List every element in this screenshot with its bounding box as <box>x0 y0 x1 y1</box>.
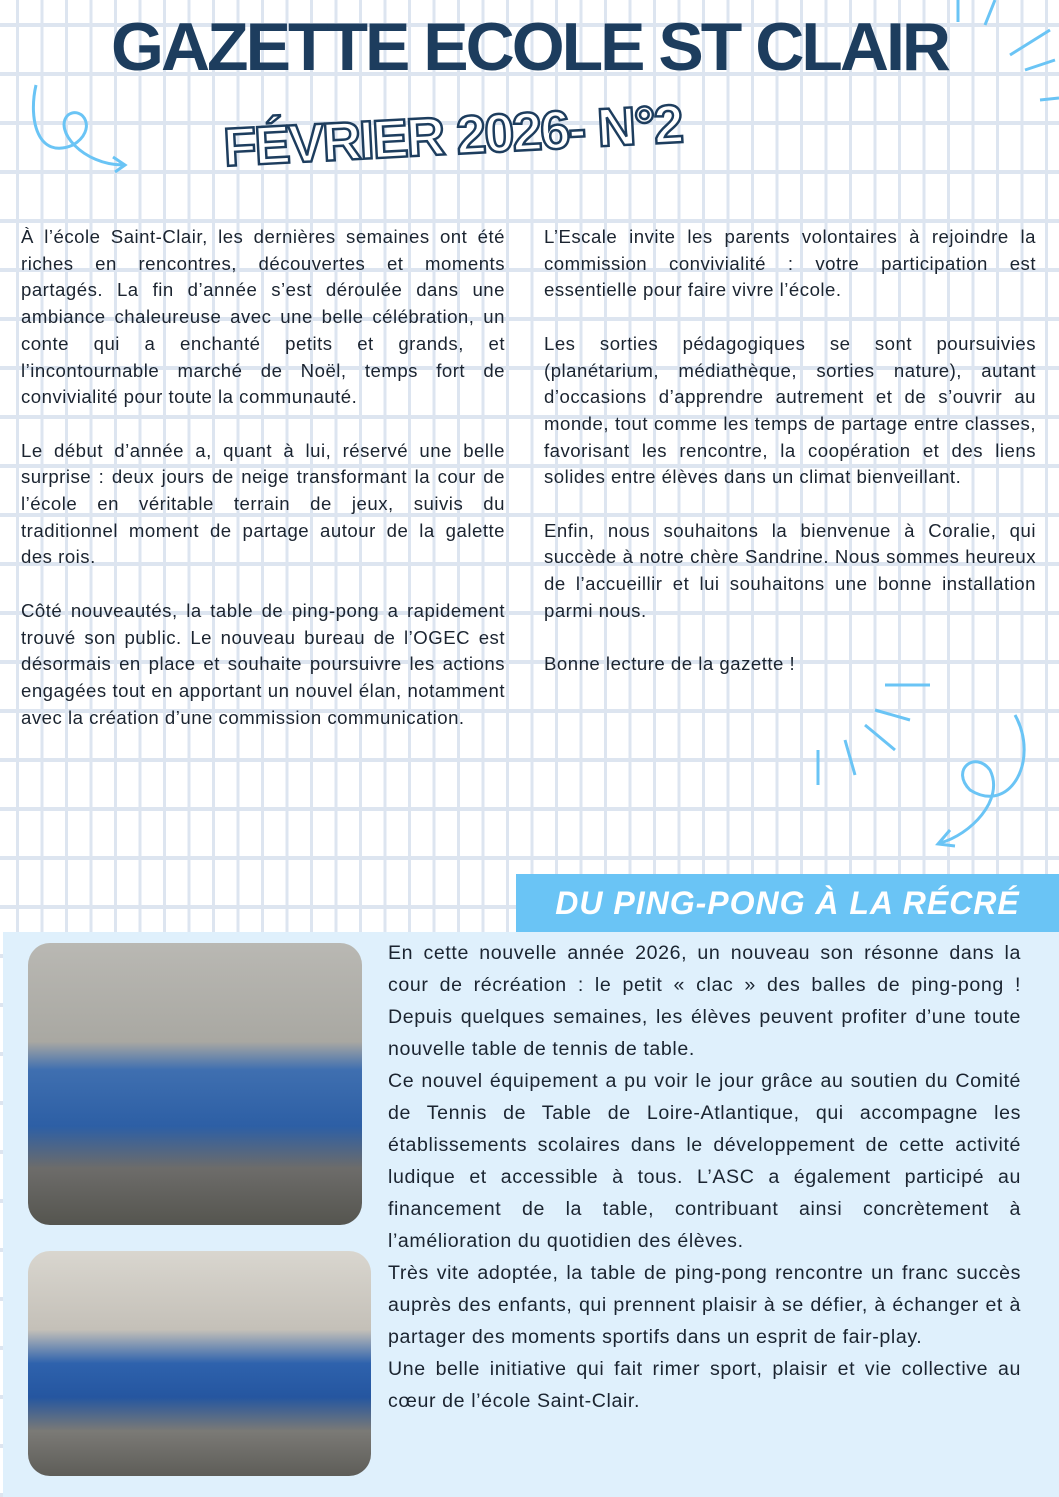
ping-pong-photo-1 <box>28 943 362 1225</box>
intro-paragraph: Le début d’année a, quant à lui, réservé une belle surprise : deux jours de neige transformant la cour de l’école en véritable terrain de jeux, suivis du traditionnel moment de partage autour de la galette des rois. <box>21 439 505 568</box>
intro-paragraph: À l’école Saint-Clair, les dernières semaines ont été riches en rencontres, découvertes et moments partagés. La fin d’année s’est déroulée dans une ambiance chaleureuse avec une belle célébration, un conte qui a enchanté petits et grands, et l’incontournable marché de Noël, temps fort de convivialité pour toute la communauté. <box>21 226 505 408</box>
intro-left-column <box>21 224 505 758</box>
issue-subtitle: FÉVRIER 2026- N°2 <box>221 94 684 178</box>
article-body <box>388 937 1021 1417</box>
intro-paragraph: Enfin, nous souhaitons la bienvenue à Coralie, qui succède à notre chère Sandrine. Nous sommes heureux de l’accueillir et lui souhaitons une bonne installation parmi nous. <box>544 519 1036 621</box>
article-heading: DU PING-PONG À LA RÉCRÉ <box>516 874 1059 932</box>
sparkle-lines-decoration-icon <box>950 0 1059 110</box>
article-paragraph: En cette nouvelle année 2026, un nouveau son résonne dans la cour de récréation : le petit « clac » des balles de ping-pong ! Depuis quelques semaines, les élèves peuvent profiter d’une toute nouvelle table de tennis de table. <box>388 942 1021 1060</box>
swirl-arrow-decoration-icon-2 <box>810 680 1040 850</box>
ping-pong-photo-2 <box>28 1251 371 1476</box>
gazette-title: GAZETTE ECOLE ST CLAIR <box>111 9 948 85</box>
intro-paragraph: Côté nouveautés, la table de ping-pong a rapidement trouvé son public. Le nouveau bureau de l’OGEC est désormais en place et souhaite poursuivre les actions engagées tout en apportant un nouvel élan, notamment avec la création d’une commission communication. <box>21 599 505 728</box>
article-paragraph: Une belle initiative qui fait rimer sport, plaisir et vie collective au cœur de l’école Saint-Clair. <box>388 1358 1021 1412</box>
swirl-arrow-decoration-icon <box>28 80 138 180</box>
intro-paragraph: L’Escale invite les parents volontaires à rejoindre la commission convivialité : votre participation est essentielle pour faire vivre l’école. <box>544 226 1036 301</box>
intro-right-column <box>544 224 1036 705</box>
article-paragraph: Ce nouvel équipement a pu voir le jour grâce au soutien du Comité de Tennis de Table de Loire-Atlantique, qui accompagne les établissements scolaires dans le développement de cette activité ludique et accessible à tous. L’ASC a également participé au financement de la table, contribuant ainsi concrètement à l’amélioration du quotidien des élèves. <box>388 1070 1021 1252</box>
intro-paragraph: Bonne lecture de la gazette ! <box>544 653 796 675</box>
intro-paragraph: Les sorties pédagogiques se sont poursuivies (planétarium, médiathèque, sorties nature), autant d’occasions d’apprendre autrement et de s’ouvrir au monde, tout comme les temps de partage entre classes, favorisant les rencontre, la coopération et des liens solides entre élèves dans un climat bienveillant. <box>544 332 1036 488</box>
article-paragraph: Très vite adoptée, la table de ping-pong rencontre un franc succès auprès des enfants, qui prennent plaisir à se défier, à échanger et à partager des moments sportifs dans un esprit de fair-play. <box>388 1262 1021 1348</box>
